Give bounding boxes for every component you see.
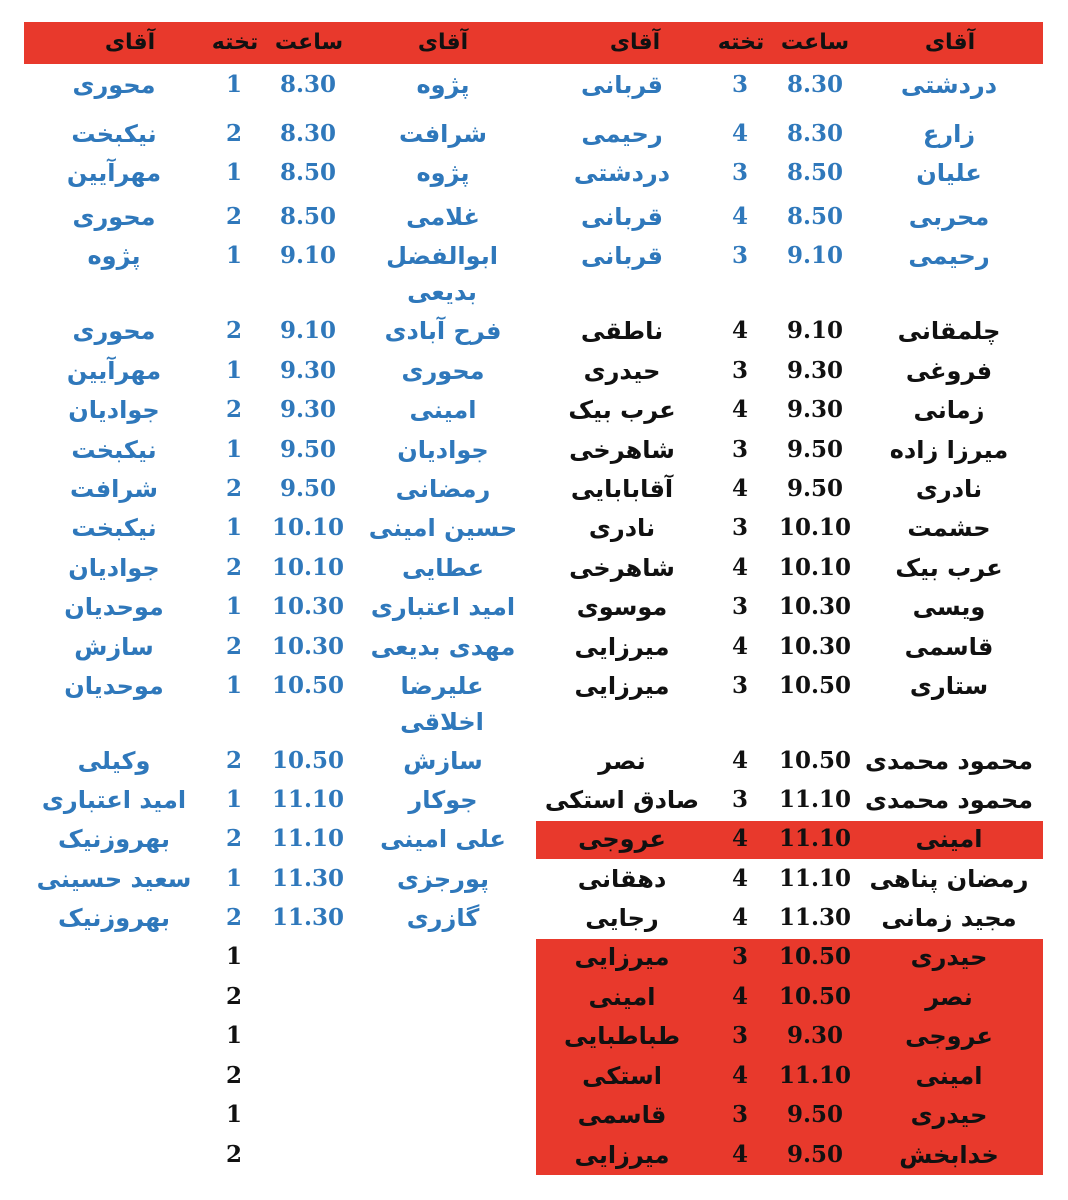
- left-table-number: 2: [225, 633, 242, 660]
- left-table-number: 1: [225, 1022, 242, 1049]
- left-player-name: امید اعتباری: [41, 786, 187, 814]
- right-table-number: 4: [731, 983, 748, 1010]
- left-match-time: 9.10: [279, 317, 337, 344]
- left-match-time: 8.50: [279, 203, 337, 230]
- left-match-time: 10.10: [271, 554, 345, 581]
- left-match-time: 9.50: [279, 436, 337, 463]
- left-opponent-name: محوری: [401, 357, 485, 385]
- right-opponent-name: نصر: [598, 747, 646, 775]
- left-opponent-name: امید اعتباری: [370, 593, 516, 621]
- right-table-number: 3: [731, 672, 748, 699]
- right-table-number: 4: [731, 1062, 748, 1089]
- left-opponent-name: غلامی: [406, 203, 480, 231]
- left-match-time: 8.50: [279, 159, 337, 186]
- right-table-number: 4: [731, 825, 748, 852]
- right-opponent-name: قاسمی: [577, 1101, 667, 1129]
- right-match-time: 9.50: [786, 1101, 844, 1128]
- left-opponent-name: رمضانی: [395, 475, 491, 503]
- left-player-name: جوادیان: [68, 396, 160, 424]
- left-opponent-name: علی امینی: [380, 825, 506, 853]
- left-match-time: 11.30: [271, 865, 345, 892]
- left-player-name: بهروزنیک: [58, 904, 170, 932]
- left-table-number: 2: [225, 396, 242, 423]
- left-opponent-name: جوادیان: [397, 436, 489, 464]
- left-match-time: 8.30: [279, 120, 337, 147]
- left-match-time: 11.30: [271, 904, 345, 931]
- left-table-number: 2: [225, 554, 242, 581]
- right-opponent-name: دهقانی: [577, 865, 667, 893]
- right-opponent-name: موسوی: [576, 593, 668, 621]
- right-player-name: امینی: [915, 825, 983, 853]
- left-match-time: 9.10: [279, 242, 337, 269]
- right-table-number: 4: [731, 396, 748, 423]
- left-table-number: 2: [225, 825, 242, 852]
- right-match-time: 11.30: [778, 904, 852, 931]
- left-opponent-name: جوکار: [408, 786, 478, 814]
- left-opponent-name: حسین امینی: [368, 514, 518, 542]
- right-match-time: 9.50: [786, 1141, 844, 1168]
- right-player-name: نصر: [925, 983, 973, 1011]
- header-right-time: ساعت: [780, 30, 850, 55]
- right-table-number: 3: [731, 786, 748, 813]
- left-opponent-name: پژوه: [416, 71, 470, 99]
- right-opponent-name: استکی: [582, 1062, 662, 1090]
- right-table-number: 3: [731, 943, 748, 970]
- right-match-time: 11.10: [778, 786, 852, 813]
- right-match-time: 8.50: [786, 159, 844, 186]
- left-player-name: پژوه: [87, 242, 141, 270]
- right-match-time: 8.30: [786, 71, 844, 98]
- right-opponent-name: رجایی: [585, 904, 659, 932]
- header-right-name: آقای: [924, 30, 976, 55]
- right-opponent-name: میرزایی: [574, 1141, 670, 1169]
- right-match-time: 8.50: [786, 203, 844, 230]
- right-table-number: 4: [731, 475, 748, 502]
- left-table-number: 1: [225, 436, 242, 463]
- right-player-name: ویسی: [912, 593, 986, 621]
- right-player-name: امینی: [915, 1062, 983, 1090]
- right-match-time: 11.10: [778, 825, 852, 852]
- right-opponent-name: قربانی: [581, 242, 663, 270]
- left-table-number: 2: [225, 904, 242, 931]
- right-player-name: عروجی: [905, 1022, 993, 1050]
- right-table-number: 4: [731, 865, 748, 892]
- left-table-number: 2: [225, 983, 242, 1010]
- left-table-number: 2: [225, 475, 242, 502]
- right-table-number: 3: [731, 357, 748, 384]
- right-match-time: 9.30: [786, 396, 844, 423]
- left-table-number: 1: [225, 514, 242, 541]
- right-table-number: 4: [731, 120, 748, 147]
- right-table-number: 4: [731, 317, 748, 344]
- left-table-number: 1: [225, 357, 242, 384]
- left-match-time: 9.30: [279, 357, 337, 384]
- right-match-time: 10.10: [778, 514, 852, 541]
- right-player-name: رحیمی: [908, 242, 990, 270]
- right-player-name: ستاری: [909, 672, 989, 700]
- right-player-name: خدابخش: [899, 1141, 999, 1169]
- right-opponent-name: میرزایی: [574, 633, 670, 661]
- left-table-number: 1: [225, 159, 242, 186]
- left-match-time: 8.30: [279, 71, 337, 98]
- right-table-number: 4: [731, 904, 748, 931]
- left-table-number: 1: [225, 943, 242, 970]
- right-player-name: چلمقانی: [897, 317, 1001, 345]
- left-opponent-name: پژوه: [416, 159, 470, 187]
- right-table-number: 3: [731, 514, 748, 541]
- left-player-name: مهرآیین: [66, 159, 162, 187]
- right-opponent-name: صادق استکی: [544, 786, 700, 814]
- right-table-number: 3: [731, 71, 748, 98]
- left-table-number: 1: [225, 1101, 242, 1128]
- right-opponent-name: شاهرخی: [569, 436, 675, 464]
- left-match-time: 10.30: [271, 593, 345, 620]
- right-opponent-name: میرزایی: [574, 943, 670, 971]
- right-match-time: 10.50: [778, 672, 852, 699]
- right-match-time: 11.10: [778, 1062, 852, 1089]
- header-left-table: تخته: [211, 30, 259, 55]
- left-opponent-name: فرح آبادی: [384, 317, 502, 345]
- left-player-name: موحدیان: [64, 593, 164, 621]
- right-table-number: 3: [731, 159, 748, 186]
- right-table-number: 4: [731, 203, 748, 230]
- left-player-name: وکیلی: [77, 747, 151, 775]
- right-opponent-name: آقابابایی: [570, 475, 674, 503]
- left-match-time: 10.30: [271, 633, 345, 660]
- right-match-time: 10.50: [778, 747, 852, 774]
- right-table-number: 3: [731, 242, 748, 269]
- right-match-time: 9.10: [786, 317, 844, 344]
- header-left-time: ساعت: [274, 30, 344, 55]
- right-match-time: 9.50: [786, 436, 844, 463]
- right-player-name: عرب بیک: [895, 554, 1003, 582]
- right-player-name: علیان: [916, 159, 982, 187]
- right-match-time: 10.30: [778, 593, 852, 620]
- right-match-time: 8.30: [786, 120, 844, 147]
- right-table-number: 3: [731, 1101, 748, 1128]
- left-match-time: 9.50: [279, 475, 337, 502]
- right-opponent-name: قربانی: [581, 71, 663, 99]
- left-opponent-name: امینی: [409, 396, 477, 424]
- right-opponent-name: ناطقی: [580, 317, 664, 345]
- right-opponent-name: نادری: [588, 514, 656, 542]
- left-table-number: 2: [225, 120, 242, 147]
- header-right-opponent: آقای: [609, 30, 661, 55]
- left-player-name: مهرآیین: [66, 357, 162, 385]
- right-table-number: 3: [731, 593, 748, 620]
- left-table-number: 1: [225, 71, 242, 98]
- left-player-name: سعید حسینی: [36, 865, 192, 893]
- right-player-name: میرزا زاده: [889, 436, 1009, 464]
- right-match-time: 9.30: [786, 357, 844, 384]
- right-opponent-name: رحیمی: [581, 120, 663, 148]
- header-right-table: تخته: [717, 30, 765, 55]
- right-opponent-name: عروجی: [578, 825, 666, 853]
- left-table-number: 2: [225, 1062, 242, 1089]
- right-player-name: حشمت: [907, 514, 991, 542]
- left-table-number: 1: [225, 672, 242, 699]
- right-player-name: حیدری: [910, 1101, 988, 1129]
- left-player-name: موحدیان: [64, 672, 164, 700]
- left-player-name: نیکبخت: [71, 514, 157, 542]
- right-opponent-name: امینی: [588, 983, 656, 1011]
- left-opponent-name: شرافت: [399, 120, 487, 148]
- left-table-number: 1: [225, 786, 242, 813]
- left-opponent-name: عطایی: [401, 554, 485, 582]
- header-left-name: آقای: [104, 30, 156, 55]
- right-match-time: 11.10: [778, 865, 852, 892]
- left-match-time: 11.10: [271, 786, 345, 813]
- left-table-number: 2: [225, 1141, 242, 1168]
- right-opponent-name: شاهرخی: [569, 554, 675, 582]
- header-left-opponent: آقای: [417, 30, 469, 55]
- right-player-name: دردشتی: [900, 71, 998, 99]
- right-opponent-name: دردشتی: [573, 159, 671, 187]
- left-table-number: 1: [225, 865, 242, 892]
- left-player-name: سازش: [74, 633, 154, 661]
- left-opponent-name: سازش: [403, 747, 483, 775]
- right-player-name: فروغی: [905, 357, 993, 385]
- left-table-number: 1: [225, 242, 242, 269]
- left-player-name: محوری: [72, 71, 156, 99]
- left-match-time: 10.50: [271, 672, 345, 699]
- right-table-number: 3: [731, 1022, 748, 1049]
- left-match-time: 9.30: [279, 396, 337, 423]
- right-player-name: محمود محمدی: [864, 747, 1034, 775]
- left-opponent-name: پورجزی: [396, 865, 490, 893]
- right-match-time: 10.10: [778, 554, 852, 581]
- left-opponent-name: ابوالفضل بدیعی: [386, 242, 498, 306]
- left-table-number: 2: [225, 203, 242, 230]
- left-match-time: 11.10: [271, 825, 345, 852]
- right-opponent-name: میرزایی: [574, 672, 670, 700]
- right-opponent-name: عرب بیک: [568, 396, 676, 424]
- right-opponent-name: طباطبایی: [563, 1022, 681, 1050]
- left-opponent-name: گازری: [406, 904, 480, 932]
- right-table-number: 4: [731, 633, 748, 660]
- left-player-name: شرافت: [70, 475, 158, 503]
- right-player-name: رمضان پناهی: [869, 865, 1029, 893]
- left-match-time: 10.50: [271, 747, 345, 774]
- left-player-name: نیکبخت: [71, 120, 157, 148]
- left-opponent-name: علیرضا اخلاقی: [400, 672, 484, 736]
- right-player-name: محربی: [908, 203, 990, 231]
- left-table-number: 2: [225, 317, 242, 344]
- right-player-name: حیدری: [910, 943, 988, 971]
- left-player-name: محوری: [72, 203, 156, 231]
- right-match-time: 10.50: [778, 983, 852, 1010]
- right-player-name: محمود محمدی: [864, 786, 1034, 814]
- left-table-number: 1: [225, 593, 242, 620]
- left-match-time: 10.10: [271, 514, 345, 541]
- right-table-number: 4: [731, 554, 748, 581]
- right-match-time: 10.50: [778, 943, 852, 970]
- right-table-number: 4: [731, 1141, 748, 1168]
- right-table-number: 3: [731, 436, 748, 463]
- right-player-name: مجید زمانی: [881, 904, 1017, 932]
- right-table-number: 4: [731, 747, 748, 774]
- left-player-name: بهروزنیک: [58, 825, 170, 853]
- right-player-name: نادری: [915, 475, 983, 503]
- right-player-name: زارع: [922, 120, 976, 148]
- left-player-name: محوری: [72, 317, 156, 345]
- right-match-time: 9.30: [786, 1022, 844, 1049]
- left-player-name: نیکبخت: [71, 436, 157, 464]
- right-player-name: زمانی: [913, 396, 985, 424]
- left-opponent-name: مهدی بدیعی: [370, 633, 516, 661]
- right-match-time: 9.50: [786, 475, 844, 502]
- right-opponent-name: قربانی: [581, 203, 663, 231]
- left-table-number: 2: [225, 747, 242, 774]
- right-match-time: 10.30: [778, 633, 852, 660]
- right-opponent-name: حیدری: [583, 357, 661, 385]
- right-player-name: قاسمی: [904, 633, 994, 661]
- right-match-time: 9.10: [786, 242, 844, 269]
- left-player-name: جوادیان: [68, 554, 160, 582]
